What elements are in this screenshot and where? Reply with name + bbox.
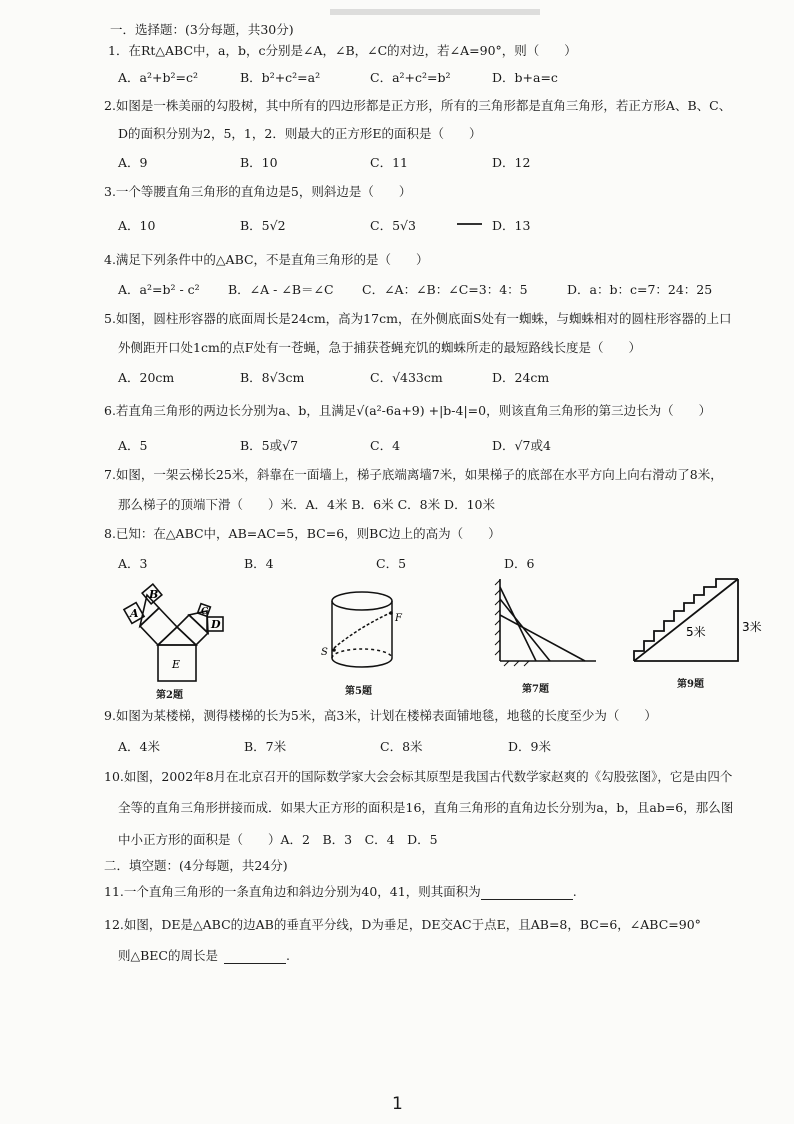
q6-stem: 6.若直角三角形的两边长分别为a、b，且满足√(a²-6a+9) +|b-4|=0，则该直角三角形的第三边长为（ ）: [104, 403, 712, 418]
q2-option-c: C．11: [370, 155, 408, 170]
q2-option-d: D．12: [492, 155, 531, 170]
q5-option-a: A．20cm: [118, 370, 175, 385]
q12-end: .: [286, 948, 290, 963]
q9-option-c: C．8米: [380, 739, 423, 754]
q4-option-d: D．a：b：c=7：24：25: [567, 282, 713, 297]
q8-option-b: B．4: [244, 556, 274, 571]
q1-option-b: B．b²+c²=a²: [240, 70, 321, 85]
q3-option-c: C．5√3: [370, 218, 416, 233]
q3-option-b: B．5√2: [240, 218, 286, 233]
fig9-label-height: 3米: [742, 620, 762, 634]
fig2-label-d: D: [211, 618, 221, 631]
section1-title: 一．选择题：(3分每题，共30分): [110, 22, 294, 37]
q12-answer-blank[interactable]: [224, 951, 286, 964]
q9-option-a: A．4米: [118, 739, 160, 754]
fig9-label-length: 5米: [686, 625, 706, 639]
q8-option-c: C．5: [376, 556, 407, 571]
q6-option-d: D．√7或4: [492, 438, 551, 453]
q10-line3: 中小正方形的面积是（ ）A．2 B．3 C．4 D．5: [118, 832, 438, 847]
fig2-label-c: C: [201, 607, 209, 617]
header-smudge: [330, 9, 540, 15]
q5-option-d: D．24cm: [492, 370, 550, 385]
q8-stem: 8.已知：在△ABC中，AB=AC=5，BC=6，则BC边上的高为（ ）: [104, 526, 501, 541]
q2-line1: 2.如图是一株美丽的勾股树，其中所有的四边形都是正方形，所有的三角形都是直角三角形，若正方形A、B、C、: [104, 98, 732, 113]
q4-option-c: C．∠A：∠B：∠C=3：4：5: [362, 282, 528, 297]
fig2-label-a: A: [130, 607, 139, 620]
q11-line: [104, 884, 577, 900]
q4-option-a: A．a²=b² - c²: [118, 282, 200, 297]
q4-option-b: B．∠A - ∠B＝∠C: [228, 282, 334, 297]
q11-end: .: [572, 884, 577, 899]
q12-line1: 12.如图，DE是△ABC的边AB的垂直平分线，D为垂足，DE交AC于点E，且AB=8，BC=6，∠ABC=90°: [104, 917, 701, 932]
fig5-caption: 第5题: [345, 686, 372, 697]
q5-option-c: C．√433cm: [370, 370, 443, 385]
q9-option-d: D．9米: [508, 739, 551, 754]
q3-stem: 3.一个等腰直角三角形的直角边是5，则斜边是（ ）: [104, 184, 412, 199]
q5-option-b: B．8√3cm: [240, 370, 305, 385]
fig5-label-f: F: [395, 613, 402, 624]
q1-stem: 1．在Rt△ABC中，a，b，c分别是∠A，∠B，∠C的对边，若∠A=90°，则（ ）: [108, 43, 577, 58]
q7-line1: 7.如图，一架云梯长25米，斜靠在一面墙上，梯子底端离墙7米，如果梯子的底部在水平方向上向右滑动了8米，: [104, 467, 723, 482]
q6-option-a: A．5: [118, 438, 148, 453]
page-number: 1: [392, 1094, 403, 1114]
q8-option-a: A．3: [118, 556, 148, 571]
q6-option-c: C．4: [370, 438, 401, 453]
q12-line2: [118, 948, 290, 964]
fig2-caption: 第2题: [156, 690, 183, 701]
q3-option-d: D．13: [492, 218, 531, 233]
section2-title: 二．填空题：(4分每题，共24分): [104, 858, 288, 873]
fig2-label-b: B: [149, 588, 159, 601]
fig2-pythagoras-tree: [115, 575, 245, 685]
q6-option-b: B．5或√7: [240, 438, 299, 453]
q5-line1: 5.如图，圆柱形容器的底面周长是24cm，高为17cm，在外侧底面S处有一蜘蛛，与蜘蛛相对的圆柱形容器的上口: [104, 311, 732, 326]
fig2-label-e: E: [172, 658, 181, 671]
q3-option-a: A．10: [118, 218, 156, 233]
fig9-caption: 第9题: [677, 679, 704, 690]
q2-option-a: A．9: [118, 155, 148, 170]
q12-stem: 则△BEC的周长是: [118, 948, 218, 963]
q10-line1: 10.如图，2002年8月在北京召开的国际数学家大会会标其原型是我国古代数学家赵爽的《勾股弦图》，它是由四个: [104, 769, 733, 784]
q1-option-c: C．a²+c²=b²: [370, 70, 451, 85]
q9-stem: 9.如图为某楼梯，测得楼梯的长为5米，高3米，计划在楼梯表面铺地毯，地毯的长度至少为（ ）: [104, 708, 657, 723]
q4-stem: 4.满足下列条件中的△ABC，不是直角三角形的是（ ）: [104, 252, 429, 267]
q2-option-b: B．10: [240, 155, 278, 170]
fig7-ladder: [490, 575, 600, 670]
fig5-cylinder: [318, 588, 410, 680]
q11-answer-blank[interactable]: [481, 887, 573, 900]
q8-option-d: D．6: [504, 556, 535, 571]
stray-dash: [457, 223, 482, 225]
fig9-staircase: [628, 573, 768, 668]
q1-option-a: A．a²+b²=c²: [118, 70, 198, 85]
fig7-caption: 第7题: [522, 684, 549, 695]
q5-line2: 外侧距开口处1cm的点F处有一苍蝇，急于捕获苍蝇充饥的蜘蛛所走的最短路线长度是（ ）: [118, 340, 641, 355]
fig5-label-s: S: [321, 647, 328, 658]
q2-line2: D的面积分别为2，5，1，2．则最大的正方形E的面积是（ ）: [118, 126, 482, 141]
q11-stem: 11.一个直角三角形的一条直角边和斜边分别为40，41，则其面积为: [104, 884, 481, 899]
q1-option-d: D．b+a=c: [492, 70, 558, 85]
q9-option-b: B．7米: [244, 739, 287, 754]
q7-line2: 那么梯子的顶端下滑（ ）米．A．4米 B．6米 C．8米 D．10米: [118, 497, 495, 512]
q10-line2: 全等的直角三角形拼接而成．如果大正方形的面积是16，直角三角形的直角边长分别为a，b，且ab=6，那么图: [118, 800, 734, 815]
